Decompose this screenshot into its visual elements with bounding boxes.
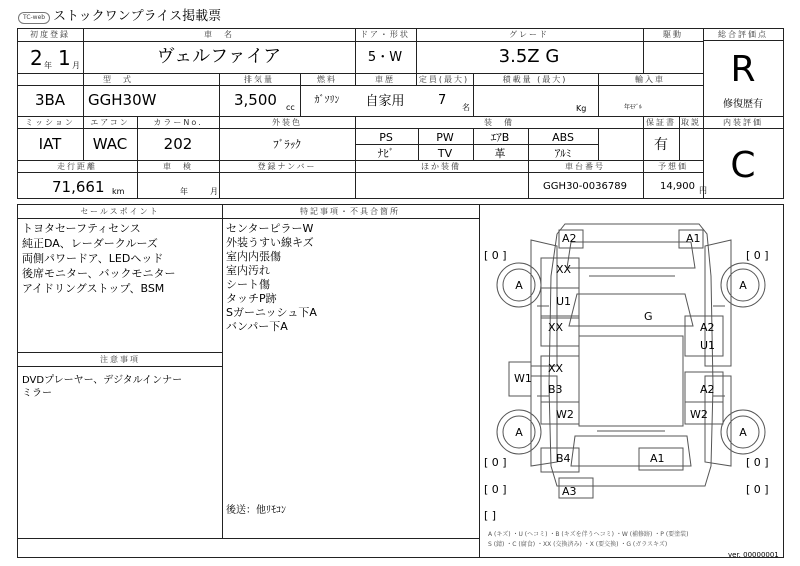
sales-point: 後席モニター、バックモニター <box>22 267 176 280</box>
bracket-bottom-right: [ 0 ] <box>746 483 769 496</box>
model: GGH30W <box>88 91 157 109</box>
note-item: バンパー下A <box>226 320 288 333</box>
inspection-year: 年 <box>180 187 188 196</box>
note-item: タッチP跡 <box>226 292 277 305</box>
label-fuel: 燃料 <box>317 75 337 84</box>
label-car-name: 車 名 <box>204 30 234 39</box>
post-note: 後送：他ﾘﾓｺﾝ <box>226 505 286 516</box>
label-door-shape: ドア・形状 <box>360 30 410 39</box>
car-diagram <box>479 216 784 526</box>
caution-line: ミラー <box>22 388 52 399</box>
reg-month-unit: 月 <box>72 61 80 70</box>
label-mileage: 走行距離 <box>57 162 97 171</box>
sales-point: アイドリングストップ、BSM <box>22 282 165 295</box>
mark-xx-2: XX <box>548 321 564 334</box>
mark-xx-1: XX <box>556 263 572 276</box>
equip-tv: TV <box>437 147 453 160</box>
interior-score: C <box>730 145 756 186</box>
mark-a2-rear-right: A2 <box>700 383 715 396</box>
displacement-unit: cc <box>286 103 295 112</box>
label-mission: ミッション <box>25 118 75 127</box>
mark-xx-3: XX <box>548 362 564 375</box>
exterior-color: ﾌﾞﾗｯｸ <box>273 138 301 151</box>
label-reg-number: 登録ナンバー <box>257 162 317 171</box>
wheels <box>497 263 765 454</box>
bracket-front-right: [ 0 ] <box>746 249 769 262</box>
import-note: 年ﾓﾃﾞﾙ <box>624 104 643 111</box>
label-model: 型 式 <box>103 75 133 84</box>
mark-w2-left: W2 <box>556 408 574 421</box>
mark-w1: W1 <box>514 372 532 385</box>
reg-year-unit: 年 <box>44 61 52 70</box>
label-first-reg: 初度登録 <box>30 30 70 39</box>
version: ver. 00000001 <box>728 551 779 559</box>
sales-point: 純正DA、レーダークルーズ <box>22 237 158 250</box>
overall-score: R <box>730 49 756 90</box>
label-capacity: 定員(最大) <box>418 75 470 84</box>
mark-b4: B4 <box>556 452 571 465</box>
mileage-unit: km <box>112 187 125 196</box>
legend-line: A (キズ) ・U (ヘコミ) ・B (キズを伴うヘコミ) ・W (補修跡) ・P (要塗装) <box>488 531 689 538</box>
label-color-no: カラーNo. <box>153 118 203 127</box>
label-estimated-price: 予想価 <box>658 162 688 171</box>
equip-ps: PS <box>379 131 393 144</box>
chassis-no: GGH30-0036789 <box>543 181 627 192</box>
label-overall-score: 総合評価点 <box>718 30 768 39</box>
fuel: ｶﾞｿﾘﾝ <box>314 95 340 106</box>
bracket-bottom-left: [ 0 ] <box>484 483 507 496</box>
reg-year: 2 <box>30 46 43 70</box>
mark-g-roof: G <box>644 310 653 323</box>
repair-history: 修復歴有 <box>723 99 763 110</box>
equip-airbag: ｴｱB <box>490 131 510 144</box>
label-exterior-color: 外装色 <box>272 118 302 127</box>
wheel-mark-rear-left: A <box>515 426 523 439</box>
equip-alloy: ｱﾙﾐ <box>554 147 572 160</box>
equip-navi: ﾅﾋﾞ <box>377 147 395 160</box>
mark-a2-front: A2 <box>562 232 577 245</box>
note-item: センターピラーW <box>226 222 314 235</box>
displacement: 3,500 <box>234 91 277 109</box>
logo: TC-web <box>18 12 50 24</box>
bracket-rear-right: [ 0 ] <box>746 456 769 469</box>
bracket-front-left: [ 0 ] <box>484 249 507 262</box>
reg-month: 1 <box>58 46 71 70</box>
aircon: WAC <box>92 135 128 153</box>
label-interior-score: 内装評価 <box>723 118 763 127</box>
mark-b3: B3 <box>548 383 563 396</box>
label-car-history: 車歴 <box>375 75 395 84</box>
label-special-notes: 特記事項・不具合箇所 <box>300 207 400 216</box>
label-load: 積載量 (最大) <box>502 75 568 84</box>
label-chassis-no: 車台番号 <box>565 162 605 171</box>
label-displacement: 排気量 <box>244 75 274 84</box>
mark-w2-right: W2 <box>690 408 708 421</box>
wheel-mark-rear-right: A <box>739 426 747 439</box>
label-sales-points: セールスポイント <box>80 207 160 216</box>
price-unit: 円 <box>699 186 707 195</box>
inspection-month: 月 <box>210 187 218 196</box>
page-title: ストックワンプライス掲載票 <box>53 9 222 24</box>
legend-line: S (錆) ・C (腐食) ・XX (交換済み) ・X (要交換) ・G (ガラスキズ) <box>488 541 668 548</box>
sales-point: トヨタセーフティセンス <box>22 222 141 235</box>
damage-boxes <box>509 230 723 498</box>
door-shape: 5・W <box>367 50 403 65</box>
note-item: シート傷 <box>226 278 270 291</box>
capacity-unit: 名 <box>462 103 470 112</box>
label-other-equip: ほか装備 <box>421 162 461 171</box>
mark-a3: A3 <box>562 485 577 498</box>
label-manual: 取説 <box>681 118 701 127</box>
warranty: 有 <box>654 137 668 153</box>
label-drive: 駆動 <box>663 30 683 39</box>
equip-pw: PW <box>436 131 454 144</box>
load-unit: Kg <box>576 104 587 113</box>
label-warranty: 保証書 <box>646 118 676 127</box>
wheel-mark-front-left: A <box>515 279 523 292</box>
sales-point: 両側パワードア、LEDヘッド <box>22 252 164 265</box>
label-equipment: 装 備 <box>484 118 514 127</box>
bracket-rear-left: [ 0 ] <box>484 456 507 469</box>
note-item: Sガーニッシュ下A <box>226 306 317 319</box>
mark-u1-left: U1 <box>556 295 572 308</box>
model-prefix: 3BA <box>34 91 66 109</box>
caution-line: DVDプレーヤー、デジタルインナー <box>22 375 183 386</box>
car-name: ヴェルファイア <box>156 46 282 67</box>
label-inspection: 車 検 <box>163 162 193 171</box>
mark-a2-right: A2 <box>700 321 715 334</box>
bracket-bottom-empty: [ ] <box>484 509 497 522</box>
capacity: 7 <box>438 93 447 108</box>
label-grade: グレード <box>509 30 549 39</box>
note-item: 外装うすい線キズ <box>226 236 314 249</box>
color-no: 202 <box>163 135 193 153</box>
mark-u1-right: U1 <box>700 339 716 352</box>
grade: 3.5Z G <box>498 46 560 67</box>
mark-a1-front: A1 <box>686 232 701 245</box>
car-history: 自家用 <box>365 94 405 109</box>
equip-leather: 革 <box>494 147 506 160</box>
label-import: 輸入車 <box>635 75 665 84</box>
label-caution: 注意事項 <box>100 355 140 364</box>
label-aircon: エアコン <box>90 118 130 127</box>
note-item: 室内汚れ <box>226 264 270 277</box>
price: 14,900 <box>660 181 695 192</box>
mileage: 71,661 <box>52 178 105 196</box>
wheel-mark-front-right: A <box>739 279 747 292</box>
note-item: 室内内張傷 <box>226 250 281 263</box>
equip-abs: ABS <box>552 131 574 144</box>
mission: IAT <box>38 135 62 153</box>
mark-a1-rear: A1 <box>650 452 665 465</box>
